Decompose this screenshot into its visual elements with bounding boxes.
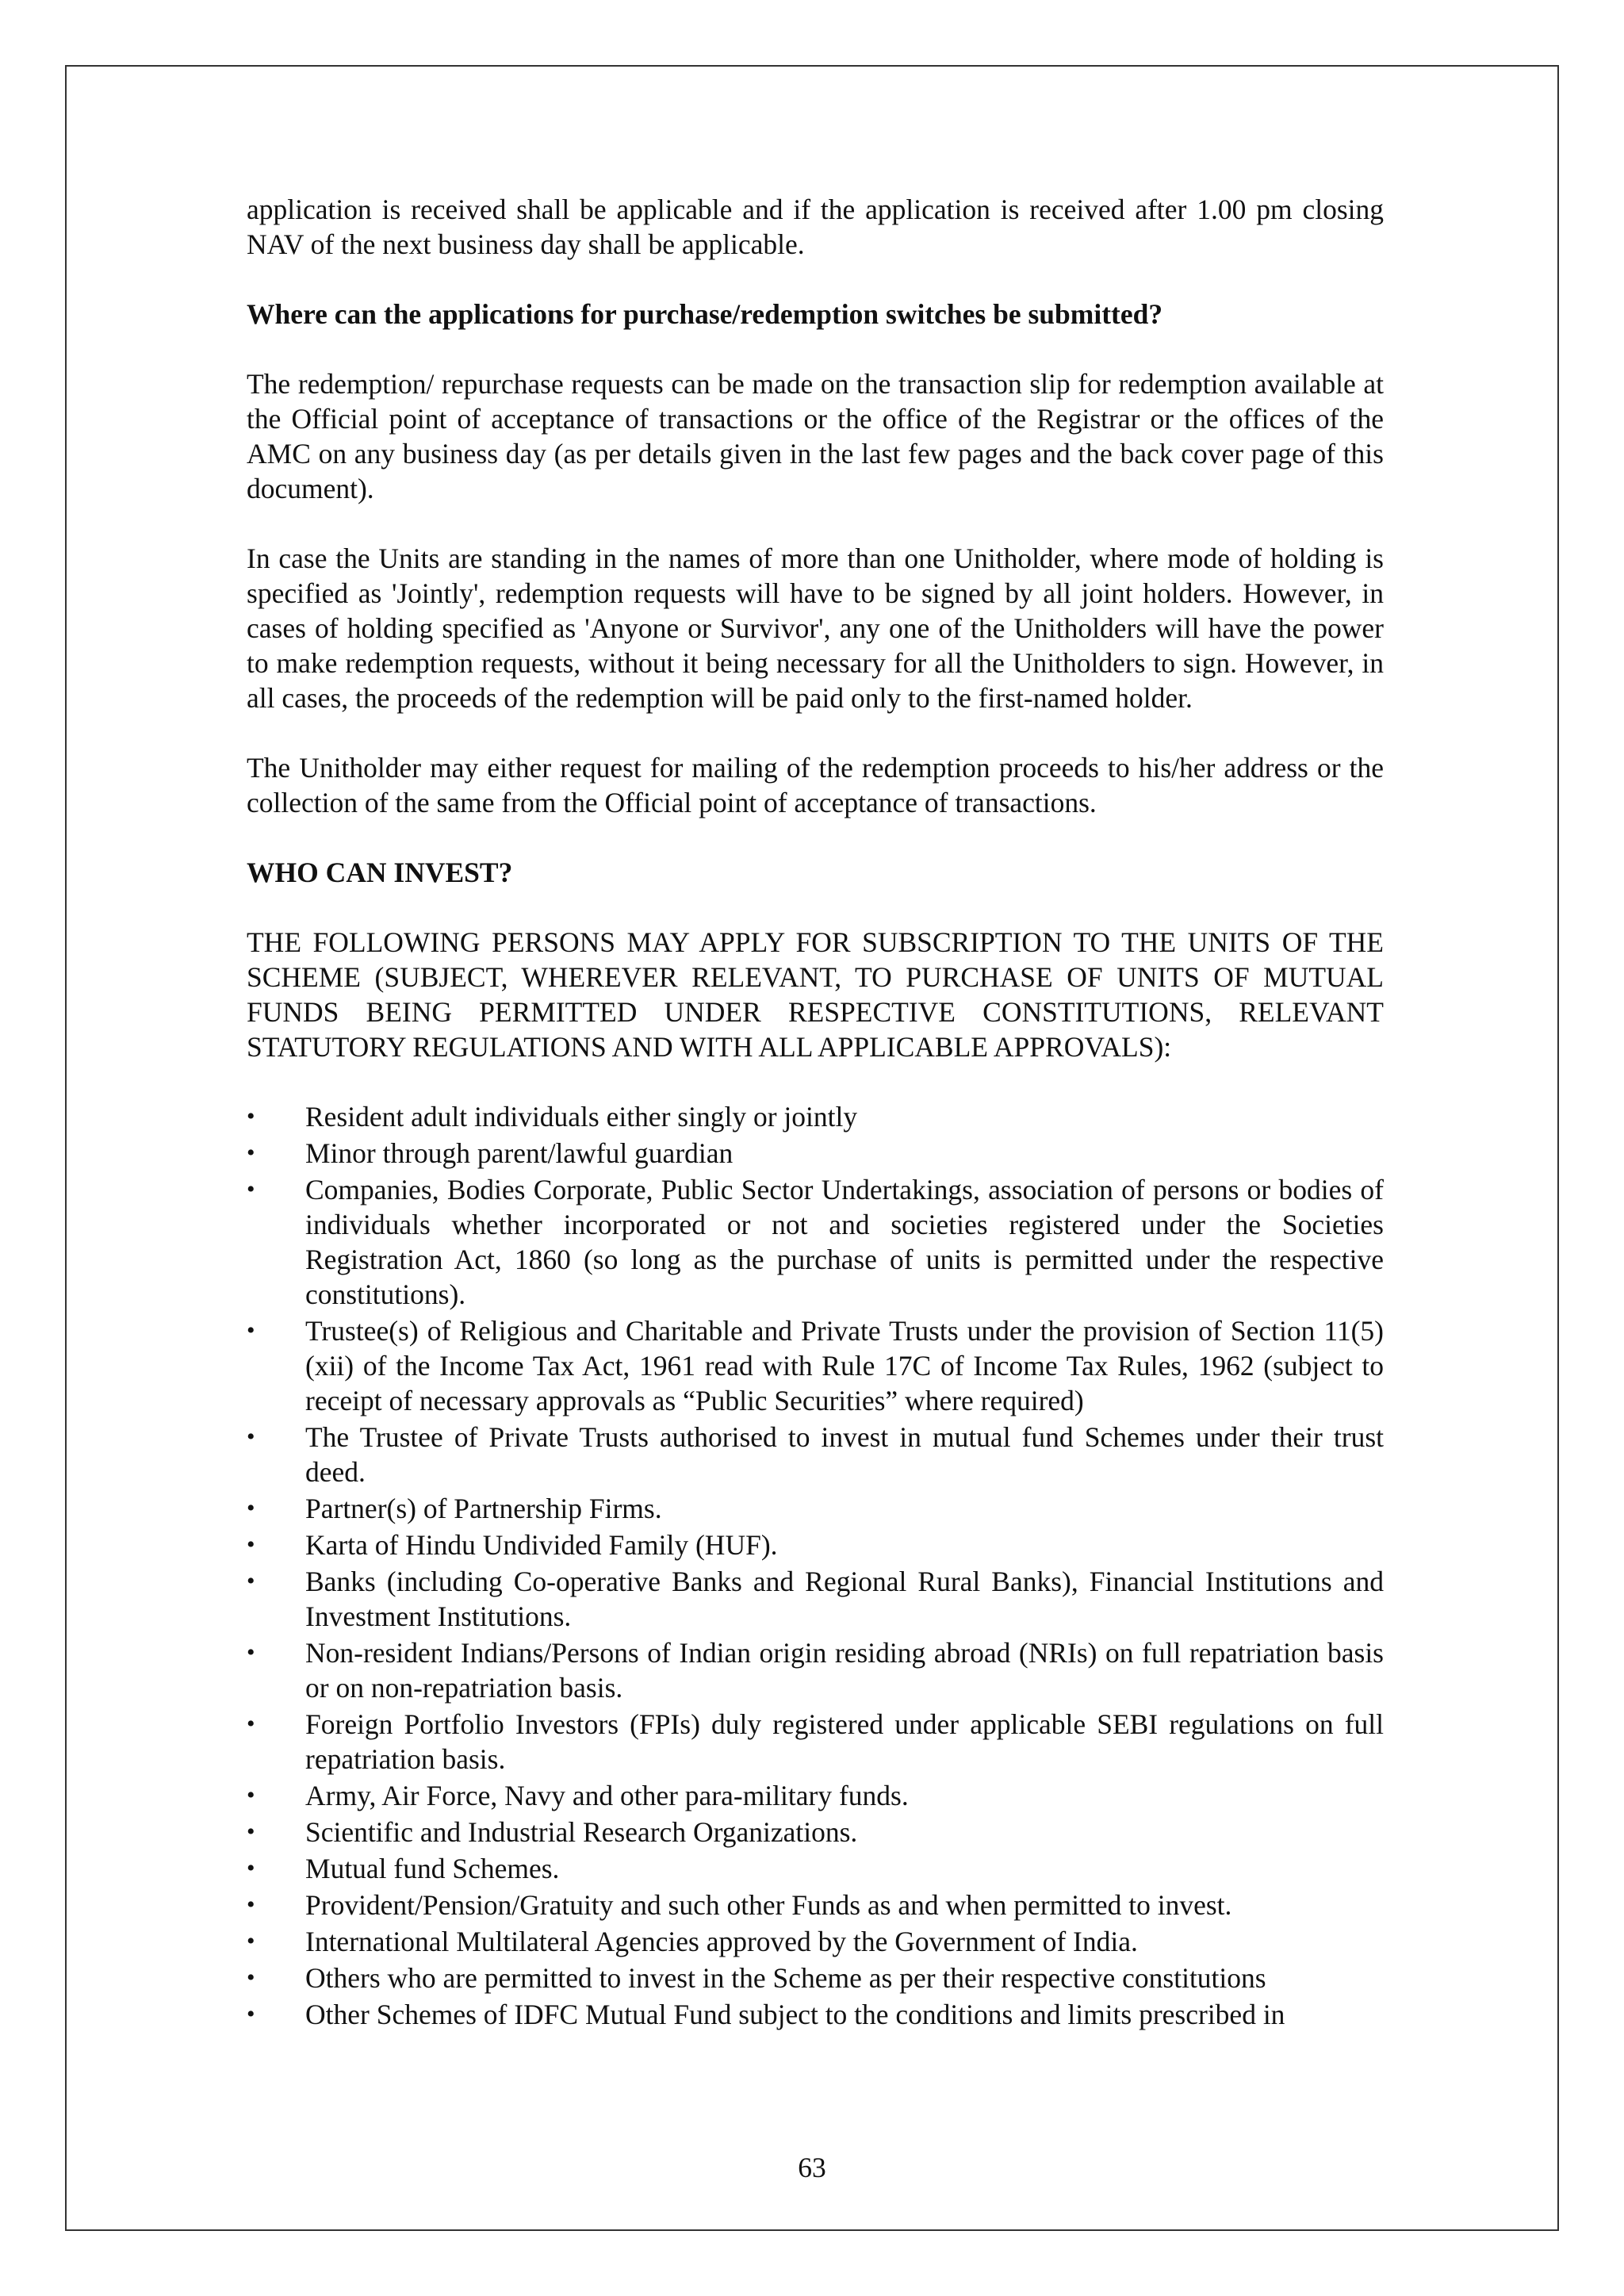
list-item-text: Karta of Hindu Undivided Family (HUF). <box>305 1529 778 1561</box>
eligible-investors-list <box>247 1099 1384 2032</box>
list-item-text: Minor through parent/lawful guardian <box>305 1137 733 1169</box>
bullet-icon: • <box>247 2001 255 2027</box>
list-item <box>247 1313 1384 1418</box>
list-item <box>247 1997 1384 2032</box>
heading-where-to-submit: Where can the applications for purchase/redemption switches be submitted? <box>247 298 1163 330</box>
bullet-icon: • <box>247 1711 255 1737</box>
bullet-icon: • <box>247 1140 255 1166</box>
paragraph-nav-applicability: application is received shall be applicable and if the application is received after 1.00 pm closing NAV of the next business day shall be applicable. <box>247 194 1384 260</box>
bullet-icon: • <box>247 1892 255 1918</box>
bullet-icon: • <box>247 1928 255 1954</box>
heading-who-can-invest: WHO CAN INVEST? <box>247 857 513 888</box>
list-item-text: Non-resident Indians/Persons of Indian origin residing abroad (NRIs) on full repatriation basis or on non-repatriation basis. <box>305 1637 1384 1704</box>
list-item-text: Foreign Portfolio Investors (FPIs) duly registered under applicable SEBI regulations on full repatriation basis. <box>305 1708 1384 1775</box>
list-item <box>247 1815 1384 1849</box>
list-item-text: Others who are permitted to invest in the Scheme as per their respective constitutions <box>305 1962 1266 1994</box>
list-item <box>247 1778 1384 1813</box>
list-item-text: Companies, Bodies Corporate, Public Sector Undertakings, association of persons or bodies of individuals whether incorporated or not and societies registered under the Societies Registration Act, 1860 (so long as the purchase of units is permitted under the respective constitutions). <box>305 1174 1384 1310</box>
list-item <box>247 1635 1384 1705</box>
list-item <box>247 1564 1384 1634</box>
paragraph-eligible-persons-intro: THE FOLLOWING PERSONS MAY APPLY FOR SUBSCRIPTION TO THE UNITS OF THE SCHEME (SUBJECT, WHEREVER RELEVANT, TO PURCHASE OF UNITS OF MUTUAL FUNDS BEING PERMITTED UNDER RESPECTIVE CONSTITUTIONS, RELEVANT STATUTORY REGULATIONS AND WITH ALL APPLICABLE APPROVALS): <box>247 926 1384 1063</box>
list-item-text: Mutual fund Schemes. <box>305 1853 560 1884</box>
list-item-text: Partner(s) of Partnership Firms. <box>305 1493 662 1524</box>
bullet-icon: • <box>247 1495 255 1521</box>
list-item <box>247 1961 1384 1995</box>
bullet-icon: • <box>247 1819 255 1845</box>
paragraph-redemption-requests: The redemption/ repurchase requests can be made on the transaction slip for redemption available at the Official point of acceptance of transactions or the office of the Registrar or the offices of the AMC on any business day (as per details given in the last few pages and the back cover page of this document). <box>247 368 1384 504</box>
list-item-text: Banks (including Co-operative Banks and Regional Rural Banks), Financial Institutions and Investment Institutions. <box>305 1566 1384 1632</box>
bullet-icon: • <box>247 1782 255 1808</box>
paragraph-redemption-proceeds: The Unitholder may either request for mailing of the redemption proceeds to his/her address or the collection of the same from the Official point of acceptance of transactions. <box>247 752 1384 818</box>
bullet-icon: • <box>247 1317 255 1343</box>
bullet-icon: • <box>247 1964 255 1991</box>
bullet-icon: • <box>247 1424 255 1450</box>
list-item <box>247 1851 1384 1886</box>
list-item-text: Army, Air Force, Navy and other para-military funds. <box>305 1780 909 1811</box>
list-item-text: Resident adult individuals either singly or jointly <box>305 1101 858 1133</box>
list-item <box>247 1420 1384 1489</box>
bullet-icon: • <box>247 1855 255 1881</box>
paragraph-joint-holders: In case the Units are standing in the names of more than one Unitholder, where mode of holding is specified as 'Jointly', redemption requests will have to be signed by all joint holders. However, in cases of holding specified as 'Anyone or Survivor', any one of the Unitholders will have the power to make redemption requests, without it being necessary for all the Unitholders to sign. However, in all cases, the proceeds of the redemption will be paid only to the first-named holder. <box>247 542 1384 714</box>
list-item <box>247 1099 1384 1134</box>
list-item-text: The Trustee of Private Trusts authorised to invest in mutual fund Schemes under their trust deed. <box>305 1421 1384 1488</box>
list-item <box>247 1172 1384 1312</box>
list-item <box>247 1491 1384 1526</box>
list-item-text: International Multilateral Agencies approved by the Government of India. <box>305 1926 1138 1957</box>
list-item <box>247 1136 1384 1171</box>
list-item <box>247 1888 1384 1922</box>
list-item <box>247 1924 1384 1959</box>
bullet-icon: • <box>247 1176 255 1202</box>
list-item-text: Other Schemes of IDFC Mutual Fund subject to the conditions and limits prescribed in <box>305 1999 1285 2030</box>
bullet-icon: • <box>247 1531 255 1558</box>
page-number: 63 <box>798 2152 826 2183</box>
bullet-icon: • <box>247 1568 255 1594</box>
document-body <box>247 192 1384 2033</box>
list-item <box>247 1707 1384 1777</box>
list-item-text: Provident/Pension/Gratuity and such other Funds as and when permitted to invest. <box>305 1889 1232 1921</box>
bullet-icon: • <box>247 1103 255 1129</box>
list-item-text: Trustee(s) of Religious and Charitable and Private Trusts under the provision of Section 11(5) (xii) of the Income Tax Act, 1961 read with Rule 17C of Income Tax Rules, 1962 (subject to receipt of necessary approvals as “Public Securities” where required) <box>305 1315 1384 1416</box>
list-item-text: Scientific and Industrial Research Organizations. <box>305 1816 858 1848</box>
bullet-icon: • <box>247 1639 255 1665</box>
list-item <box>247 1527 1384 1562</box>
